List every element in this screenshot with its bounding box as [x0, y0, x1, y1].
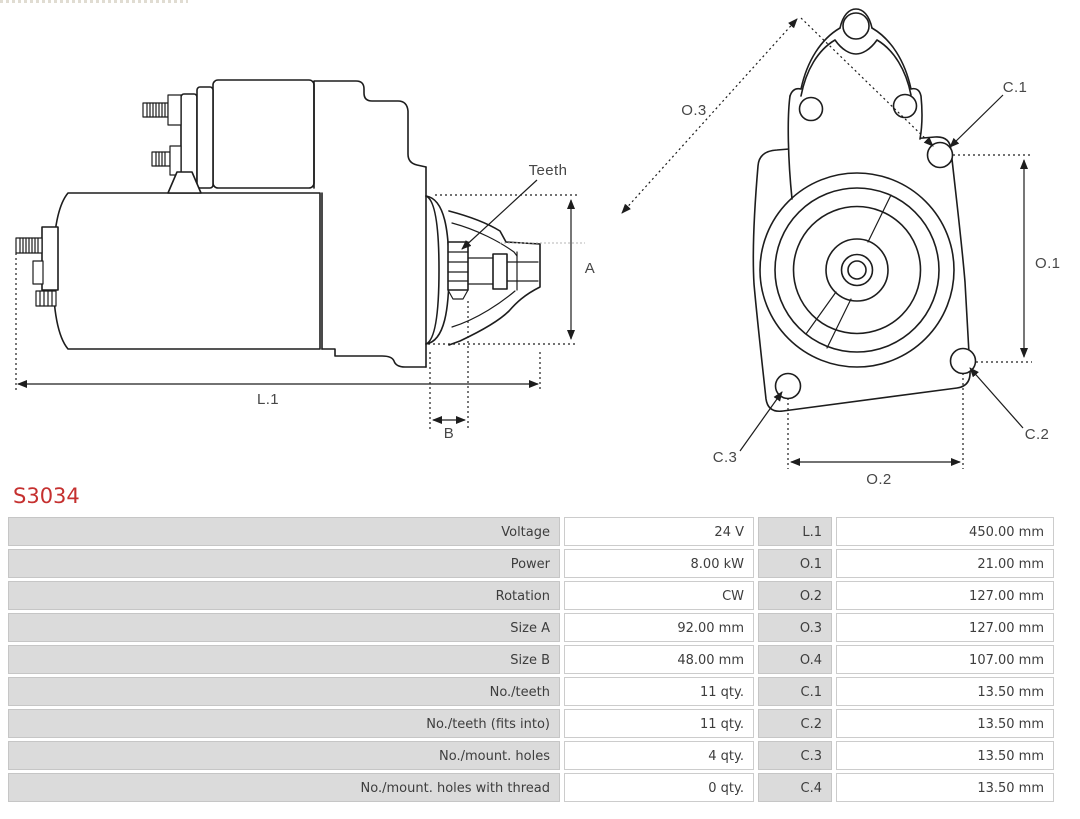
spec-dim-cell: 13.50 mm — [836, 773, 1054, 802]
casting-lower-profile — [322, 349, 426, 367]
motor-body — [53, 193, 320, 349]
shaft-front — [468, 258, 493, 284]
spec-code-cell: O.2 — [758, 581, 832, 610]
spec-dim-cell: 21.00 mm — [836, 549, 1054, 578]
spec-code-cell: C.2 — [758, 709, 832, 738]
pinion-taper — [448, 290, 468, 299]
spec-code-cell: O.3 — [758, 613, 832, 642]
starter-front-view — [622, 9, 1060, 488]
mounting-hole-c3 — [776, 374, 801, 399]
dim-l1-label: L.1 — [256, 391, 280, 408]
shaft-collar — [493, 254, 507, 289]
solenoid-stud-2 — [152, 152, 170, 166]
bell-inner-bottom — [452, 291, 515, 327]
spec-dim-cell: 107.00 mm — [836, 645, 1054, 674]
dim-o2-label: O.2 — [866, 471, 892, 488]
casting-upper-profile — [314, 81, 426, 188]
mounting-flange — [753, 137, 970, 411]
tower-left-hole — [800, 98, 823, 121]
tower-top-hole — [843, 13, 869, 39]
teeth-leader-line — [462, 180, 537, 249]
spec-label-cell: Voltage — [8, 517, 560, 546]
dim-o3-label: O.3 — [681, 102, 707, 119]
c3-leader-line — [740, 392, 782, 451]
flange-outer-arc — [426, 196, 449, 344]
dim-a-label: A — [584, 260, 596, 277]
c2-label: C.2 — [1024, 426, 1050, 443]
spec-dim-cell: 13.50 mm — [836, 709, 1054, 738]
spec-dim-cell: 127.00 mm — [836, 581, 1054, 610]
spec-label-cell: No./teeth (fits into) — [8, 709, 560, 738]
spec-value-cell: 4 qty. — [564, 741, 754, 770]
spec-dim-cell: 450.00 mm — [836, 517, 1054, 546]
c1-label: C.1 — [1002, 79, 1028, 96]
solenoid-nut-2 — [170, 146, 181, 175]
spec-label-cell: Rotation — [8, 581, 560, 610]
terminal-block — [33, 261, 43, 284]
solenoid-stud-1-threads — [147, 103, 165, 117]
spec-label-cell: Power — [8, 549, 560, 578]
spec-value-cell: 24 V — [564, 517, 754, 546]
mounting-hole-c1 — [928, 143, 953, 168]
pinion-gear — [448, 242, 468, 290]
c1-leader-line — [950, 95, 1003, 147]
spec-code-cell: C.3 — [758, 741, 832, 770]
shaft-rear — [507, 262, 538, 281]
solenoid-nut-1 — [168, 95, 181, 125]
spec-dim-cell: 13.50 mm — [836, 741, 1054, 770]
spec-dim-cell: 13.50 mm — [836, 677, 1054, 706]
spec-label-cell: Size A — [8, 613, 560, 642]
spec-code-cell: C.1 — [758, 677, 832, 706]
teeth-label: Teeth — [528, 162, 568, 179]
lower-stud — [36, 291, 56, 306]
spec-value-cell: 11 qty. — [564, 677, 754, 706]
solenoid-body — [213, 80, 314, 188]
starter-side-view — [16, 80, 595, 442]
spec-value-cell: 0 qty. — [564, 773, 754, 802]
spec-table — [8, 517, 1066, 802]
spec-value-cell: 8.00 kW — [564, 549, 754, 578]
spec-value-cell: 11 qty. — [564, 709, 754, 738]
spec-label-cell: Size B — [8, 645, 560, 674]
part-number: S3034 — [13, 484, 80, 508]
c2-leader-line — [970, 368, 1023, 428]
spec-dim-cell: 127.00 mm — [836, 613, 1054, 642]
spec-code-cell: O.4 — [758, 645, 832, 674]
spec-code-cell: O.1 — [758, 549, 832, 578]
solenoid-cap-band-inner — [197, 87, 213, 188]
spec-label-cell: No./mount. holes — [8, 741, 560, 770]
spec-code-cell: L.1 — [758, 517, 832, 546]
spec-value-cell: 48.00 mm — [564, 645, 754, 674]
dim-b-label: B — [443, 425, 455, 442]
spec-value-cell: CW — [564, 581, 754, 610]
flange-inner-arc — [426, 196, 439, 344]
c3-label: C.3 — [712, 449, 738, 466]
dim-o1-label: O.1 — [1035, 255, 1061, 272]
terminal-bracket — [42, 227, 58, 290]
spec-code-cell: C.4 — [758, 773, 832, 802]
spec-label-cell: No./mount. holes with thread — [8, 773, 560, 802]
spec-label-cell: No./teeth — [8, 677, 560, 706]
spec-value-cell: 92.00 mm — [564, 613, 754, 642]
tower-right-hole — [894, 95, 917, 118]
terminal-stud-threads — [20, 238, 38, 253]
